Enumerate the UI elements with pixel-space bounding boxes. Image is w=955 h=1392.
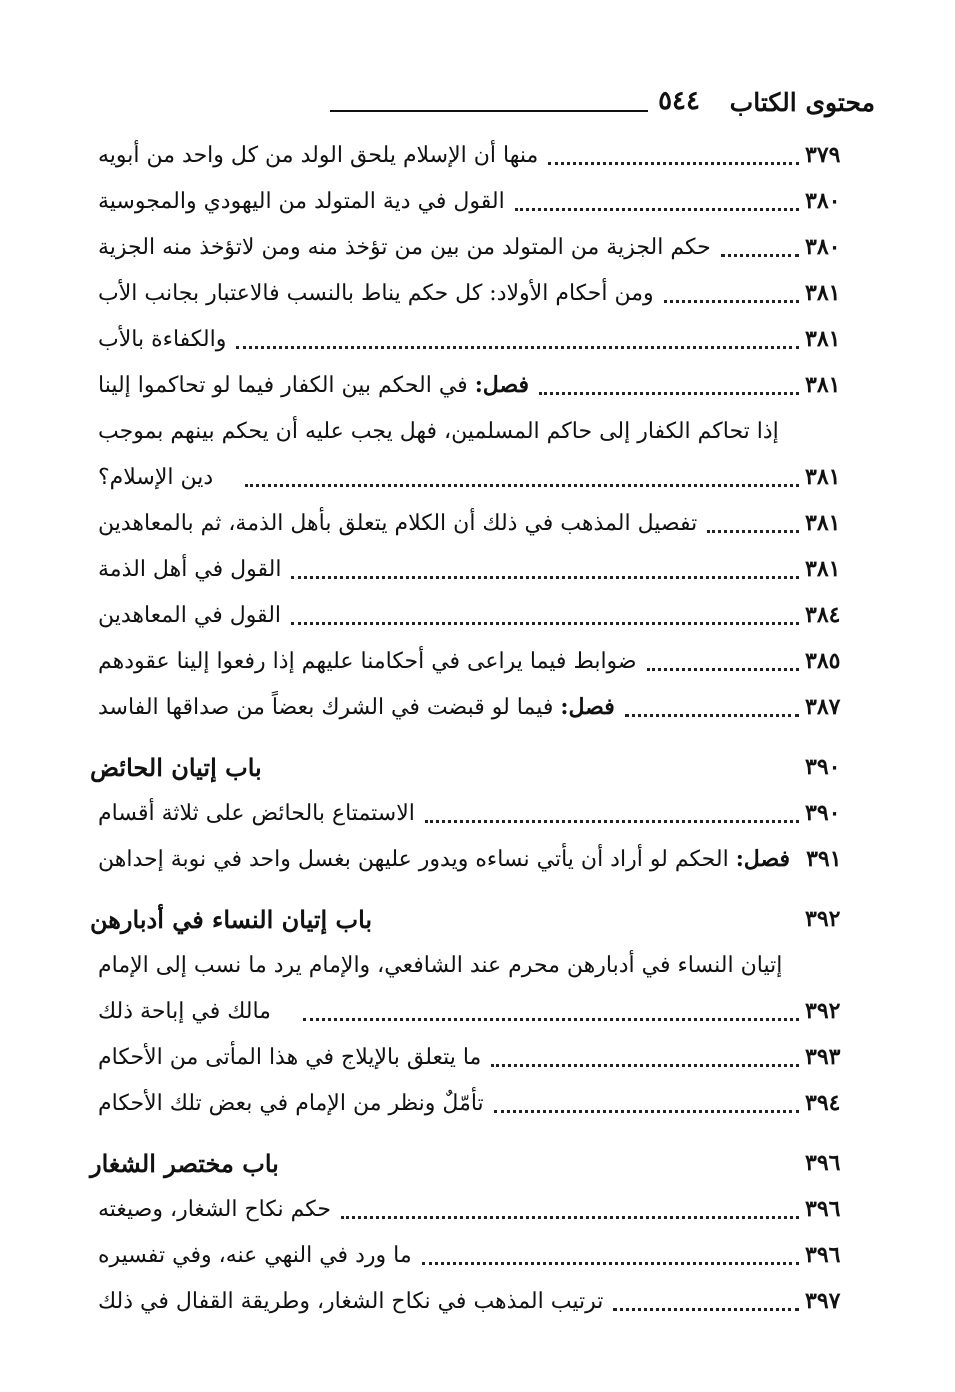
table-of-contents	[90, 132, 875, 1324]
toc-row	[90, 1080, 875, 1126]
page-header	[90, 86, 875, 126]
toc-heading-row	[90, 1140, 875, 1186]
toc-row	[90, 316, 875, 362]
chapter-title	[90, 1149, 279, 1178]
toc-heading-row	[90, 896, 875, 942]
page-reference: ٣٩١	[806, 846, 842, 872]
toc-row	[90, 546, 875, 592]
toc-row	[90, 500, 875, 546]
page-reference: ٣٨٠	[805, 188, 841, 214]
entry-text: تفصيل المذهب في ذلك أن الكلام يتعلق بأهل الذمة، ثم بالمعاهدين	[98, 510, 698, 536]
chapter-title	[90, 753, 262, 782]
page-reference: ٣٨٤	[805, 602, 841, 628]
dot-leader	[291, 622, 799, 625]
page-reference: ٣٨٥	[805, 648, 841, 674]
page-reference: ٣٩٠	[805, 800, 841, 826]
entry-text: القول في دية المتولد من اليهودي والمجوسية	[98, 188, 505, 214]
page-reference: ٣٩٧	[805, 1288, 841, 1314]
entry-title	[90, 1289, 603, 1314]
header-rule	[330, 110, 648, 112]
entry-prefix: فصل:	[560, 694, 615, 720]
page-reference: ٣٩٦	[805, 1196, 841, 1222]
entry-title	[90, 999, 271, 1024]
dot-leader	[491, 1064, 799, 1067]
page-reference: ٣٨١	[805, 464, 841, 490]
page-reference: ٣٨١	[805, 280, 841, 306]
toc-row	[90, 790, 875, 836]
toc-row	[90, 178, 875, 224]
page-reference: ٣٨١	[805, 556, 841, 582]
page-reference: ٣٨٠	[805, 234, 841, 260]
entry-text: باب إتيان الحائض	[90, 752, 262, 782]
entry-text: الحكم لو أراد أن يأتي نساءه ويدور عليهن بغسل واحد في نوبة إحداهن	[98, 847, 736, 872]
dot-leader	[707, 530, 799, 533]
toc-row	[90, 362, 875, 408]
toc-row	[90, 1186, 875, 1232]
dot-leader	[548, 162, 799, 165]
dot-leader	[245, 484, 799, 487]
page-reference: ٣٨١	[805, 326, 841, 352]
entry-title	[90, 465, 213, 490]
page-reference: ٣٨١	[805, 510, 841, 536]
entry-text: ترتيب المذهب في نكاح الشغار، وطريقة القفال في ذلك	[98, 1288, 604, 1314]
entry-title	[90, 189, 505, 214]
dot-leader	[539, 392, 799, 395]
entry-text: ما يتعلق بالإيلاج في هذا المأتى من الأحكام	[98, 1044, 482, 1070]
entry-text: الاستمتاع بالحائض على ثلاثة أقسام	[98, 800, 415, 826]
dot-leader	[236, 346, 799, 349]
entry-title	[90, 557, 281, 582]
entry-text: القول في أهل الذمة	[98, 556, 282, 582]
toc-row	[90, 270, 875, 316]
entry-text: ضوابط فيما يراعى في أحكامنا عليهم إذا رفعوا إلينا عقودهم	[98, 648, 637, 674]
entry-text: ما ورد في النهي عنه، وفي تفسيره	[98, 1242, 412, 1268]
toc-row	[90, 408, 875, 454]
page-reference: ٣٩٣	[805, 1044, 841, 1070]
entry-text: إتيان النساء في أدبارهن محرم عند الشافعي، والإمام يرد ما نسب إلى الإمام	[98, 952, 783, 978]
entry-text: إذا تحاكم الكفار إلى حاكم المسلمين، فهل يجب عليه أن يحكم بينهم بموجب	[98, 418, 779, 444]
entry-text: تأمّلٌ ونظر من الإمام في بعض تلك الأحكام	[98, 1090, 484, 1116]
dot-leader	[494, 1110, 799, 1113]
page-reference: ٣٨٧	[805, 694, 841, 720]
entry-text: ومن أحكام الأولاد: كل حكم يناط بالنسب فالاعتبار بجانب الأب	[98, 280, 654, 306]
toc-row	[90, 836, 875, 882]
entry-text: منها أن الإسلام يلحق الولد من كل واحد من أبويه	[98, 142, 539, 168]
entry-title	[90, 1243, 412, 1268]
entry-prefix: فصل:	[735, 846, 791, 872]
entry-title	[90, 1197, 331, 1222]
page-reference: ٣٩٢	[805, 906, 841, 932]
dot-leader	[515, 208, 799, 211]
dot-leader	[613, 1308, 799, 1311]
dot-leader	[303, 1018, 799, 1021]
dot-leader	[721, 254, 799, 257]
toc-row	[90, 638, 875, 684]
running-title: محتوى الكتاب	[729, 88, 875, 117]
entry-text: باب مختصر الشغار	[90, 1148, 279, 1178]
page-reference: ٣٨١	[805, 372, 841, 398]
entry-title	[90, 694, 615, 720]
toc-row	[90, 988, 875, 1034]
entry-text: باب إتيان النساء في أدبارهن	[90, 904, 373, 934]
entry-title	[90, 1045, 481, 1070]
entry-title	[90, 1091, 484, 1116]
page-number: ٥٤٤	[658, 86, 700, 116]
toc-row	[90, 1232, 875, 1278]
dot-leader	[425, 820, 799, 823]
dot-leader	[625, 714, 799, 717]
entry-title	[90, 953, 782, 978]
dot-leader	[341, 1216, 799, 1219]
entry-text: حكم الجزية من المتولد من بين من تؤخذ منه ومن لاتؤخذ منه الجزية	[98, 234, 711, 260]
entry-title	[90, 801, 415, 826]
page-reference: ٣٧٩	[805, 142, 841, 168]
entry-title	[90, 511, 697, 536]
toc-row	[90, 942, 875, 988]
toc-row	[90, 132, 875, 178]
dot-leader	[291, 576, 799, 579]
chapter-title	[90, 905, 372, 934]
entry-text: فيما لو قبضت في الشرك بعضاً من صداقها الفاسد	[98, 695, 561, 720]
entry-title	[90, 143, 538, 168]
page-reference: ٣٩٦	[805, 1242, 841, 1268]
page-reference: ٣٩٠	[805, 754, 841, 780]
entry-title	[90, 603, 281, 628]
entry-text: في الحكم بين الكفار فيما لو تحاكموا إلينا	[98, 373, 475, 398]
dot-leader	[422, 1262, 799, 1265]
page-reference: ٣٩٤	[805, 1090, 841, 1116]
entry-text: القول في المعاهدين	[98, 602, 282, 628]
entry-title	[90, 846, 790, 872]
entry-title	[90, 419, 779, 444]
entry-text: حكم نكاح الشغار، وصيغته	[98, 1196, 332, 1222]
toc-row	[90, 1034, 875, 1080]
toc-row	[90, 684, 875, 730]
dot-leader	[647, 668, 799, 671]
entry-text: والكفاءة بالأب	[98, 326, 227, 352]
toc-row	[90, 224, 875, 270]
toc-row	[90, 592, 875, 638]
entry-text: مالك في إباحة ذلك	[98, 998, 271, 1024]
page-reference: ٣٩٢	[805, 998, 841, 1024]
entry-title	[90, 235, 711, 260]
entry-title	[90, 327, 226, 352]
entry-text: دين الإسلام؟	[98, 464, 214, 490]
toc-row	[90, 1278, 875, 1324]
entry-prefix: فصل:	[474, 372, 530, 398]
toc-row	[90, 454, 875, 500]
entry-title	[90, 372, 529, 398]
entry-title	[90, 281, 654, 306]
toc-heading-row	[90, 744, 875, 790]
dot-leader	[664, 300, 799, 303]
page-reference: ٣٩٦	[805, 1150, 841, 1176]
entry-title	[90, 649, 637, 674]
